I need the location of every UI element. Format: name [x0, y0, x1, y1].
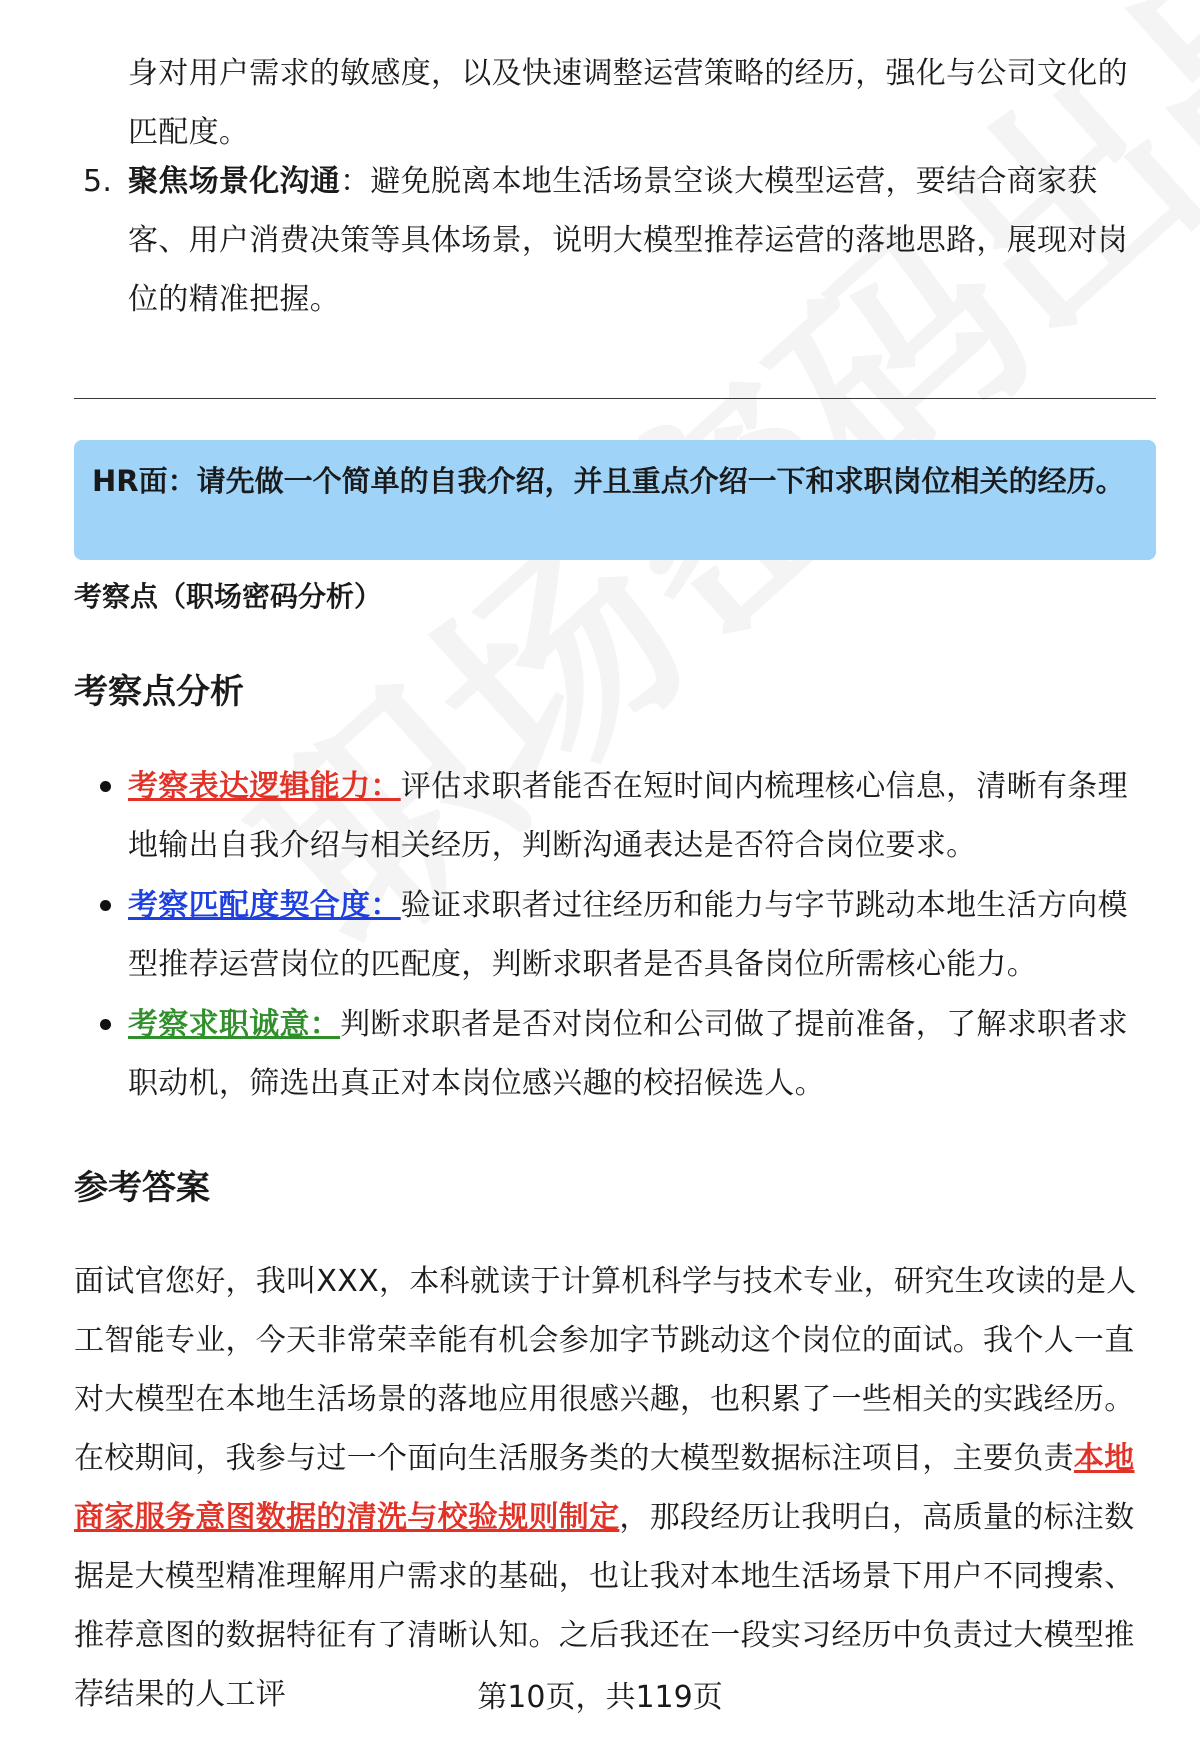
bullet-key: 考察匹配度契合度： [128, 888, 401, 923]
bullet-dot [100, 900, 111, 911]
question-text: HR面：请先做一个简单的自我介绍，并且重点介绍一下和求职岗位相关的经历。 [92, 464, 1125, 498]
bullet-text: 判断求职者是否对岗位和公司做了提前准备，了解求职者求职动机，筛选出真正对本岗位感兴趣的校招候选人。 [128, 1007, 1128, 1101]
bullet-key: 考察求职诚意： [128, 1007, 341, 1042]
list-item-text: ：避免脱离本地生活场景空谈大模型运营，要结合商家获客、用户消费决策等具体场景，说明大模型推荐运营的落地思路，展现对岗位的精准把握。 [128, 164, 1128, 317]
bullet-item [128, 995, 1148, 1113]
bullet-item [128, 876, 1148, 994]
bullet-text: 评估求职者能否在短时间内梳理核心信息，清晰有条理地输出自我介绍与相关经历，判断沟通表达是否符合岗位要求。 [128, 769, 1128, 863]
section-divider [74, 398, 1156, 399]
answer-text: ，那段经历让我明白，高质量的标注数据是大模型精准理解用户需求的基础，也让我对本地生活场景下用户不同搜索、推荐意图的数据特征有了清晰认知。之后我还在一段实习经历中负责过大模型推荐结果的人工评 [74, 1500, 1135, 1712]
bullet-key: 考察表达逻辑能力： [128, 769, 401, 804]
answer-heading: 参考答案 [74, 1168, 210, 1208]
analysis-bullet-list [128, 757, 1148, 1113]
analysis-heading: 考察点分析 [74, 672, 244, 712]
list-item-text: 身对用户需求的敏感度，以及快速调整运营策略的经历，强化与公司文化的匹配度。 [128, 56, 1128, 150]
answer-highlight: 本地商家服务意图数据的清洗与校验规则制定 [74, 1441, 1135, 1535]
bullet-item [128, 757, 1148, 875]
list-item-number: 5. [83, 164, 113, 199]
bullet-dot [100, 1019, 111, 1030]
bullet-dot [100, 781, 111, 792]
list-item-continued [128, 44, 1148, 162]
page-number: 第10页，共119页 [477, 1680, 723, 1715]
list-item-5 [83, 152, 1148, 329]
answer-text: 面试官您好，我叫XXX，本科就读于计算机科学与技术专业，研究生攻读的是人工智能专业，今天非常荣幸能有机会参加字节跳动这个岗位的面试。我个人一直对大模型在本地生活场景的落地应用很感兴趣，也积累了一些相关的实践经历。在校期间，我参与过一个面向生活服务类的大模型数据标注项目，主要负责 [74, 1264, 1137, 1476]
bullet-text: 验证求职者过往经历和能力与字节跳动本地生活方向模型推荐运营岗位的匹配度，判断求职者是否具备岗位所需核心能力。 [128, 888, 1128, 982]
assessment-label: 考察点（职场密码分析） [74, 580, 383, 613]
list-item-title: 聚焦场景化沟通 [128, 164, 341, 199]
question-box [74, 440, 1156, 560]
answer-paragraph [74, 1252, 1156, 1724]
